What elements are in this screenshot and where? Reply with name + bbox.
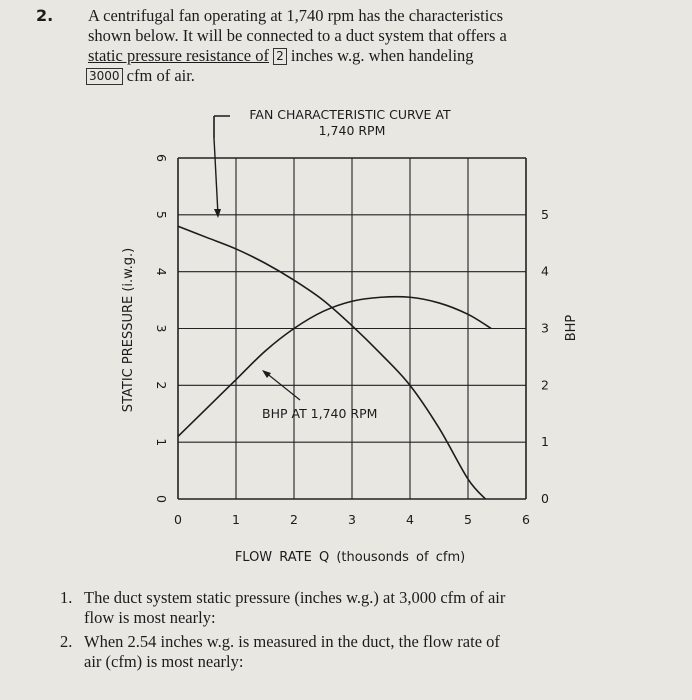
y2-tick-label: 1	[541, 434, 549, 450]
flow-value-box: 3000	[86, 68, 123, 85]
y-axis-label: STATIC PRESSURE (i.w.g.)	[121, 247, 136, 413]
problem-line-2: shown below. It will be connected to a duct system that offers a	[88, 26, 507, 45]
x-tick-label: 6	[522, 512, 530, 527]
x-tick-label: 5	[464, 512, 472, 527]
problem-number: 2.	[36, 6, 54, 25]
pressure-value-box: 2	[273, 48, 287, 65]
x-axis-label: FLOW RATE Q (thousonds of cfm)	[234, 550, 466, 565]
title-leader-line	[214, 116, 230, 138]
y2-tick-label: 4	[541, 263, 549, 279]
y2-tick-label: 5	[541, 206, 549, 222]
y2-tick-label: 2	[541, 377, 549, 393]
question-1-line-2: flow is most nearly:	[84, 608, 216, 627]
y2-tick-label: 3	[541, 320, 549, 336]
static-pressure-curve	[178, 226, 485, 499]
chart-title-line2: 1,740 RPM	[318, 123, 386, 138]
question-1-line-1: The duct system static pressure (inches w.g.) at 3,000 cfm of air	[84, 588, 506, 607]
bhp-annotation-label: BHP AT 1,740 RPM	[262, 406, 378, 421]
x-tick-label: 2	[290, 512, 298, 527]
problem-line-1: A centrifugal fan operating at 1,740 rpm has the characteristics	[88, 6, 504, 25]
question-1	[60, 588, 660, 628]
y-tick-label: 1	[154, 438, 169, 447]
problem-line-3-post: inches w.g. when handeling	[290, 46, 474, 65]
x-tick-label: 1	[232, 512, 240, 527]
x-tick-label: 4	[406, 512, 414, 527]
question-2-line-1: When 2.54 inches w.g. is measured in the duct, the flow rate of	[84, 632, 500, 651]
y-tick-label: 0	[154, 495, 169, 503]
problem-line-3-pre: static pressure resistance of	[88, 46, 269, 65]
title-arrow-head	[214, 209, 221, 218]
x-tick-label: 3	[348, 512, 356, 527]
questions-list	[60, 588, 660, 676]
y-tick-label: 3	[154, 324, 169, 333]
title-arrow-line	[214, 138, 218, 215]
y-tick-label: 6	[154, 154, 169, 162]
y-tick-label: 5	[154, 210, 169, 219]
y2-axis-label: BHP	[564, 314, 579, 342]
y-tick-label: 4	[154, 267, 169, 276]
problem-line-4-post: cfm of air.	[126, 66, 195, 85]
y-tick-label: 2	[154, 381, 169, 390]
y2-tick-label: 0	[541, 491, 549, 506]
question-2	[60, 632, 660, 672]
question-1-number: 1.	[60, 588, 73, 607]
question-2-number: 2.	[60, 632, 73, 651]
x-tick-label: 0	[174, 512, 182, 527]
bhp-annotation-arrow-head	[262, 370, 271, 378]
chart-title-line1: FAN CHARACTERISTIC CURVE AT	[249, 107, 451, 122]
question-2-line-2: air (cfm) is most nearly:	[84, 652, 244, 671]
bhp-annotation-arrow	[265, 372, 300, 400]
